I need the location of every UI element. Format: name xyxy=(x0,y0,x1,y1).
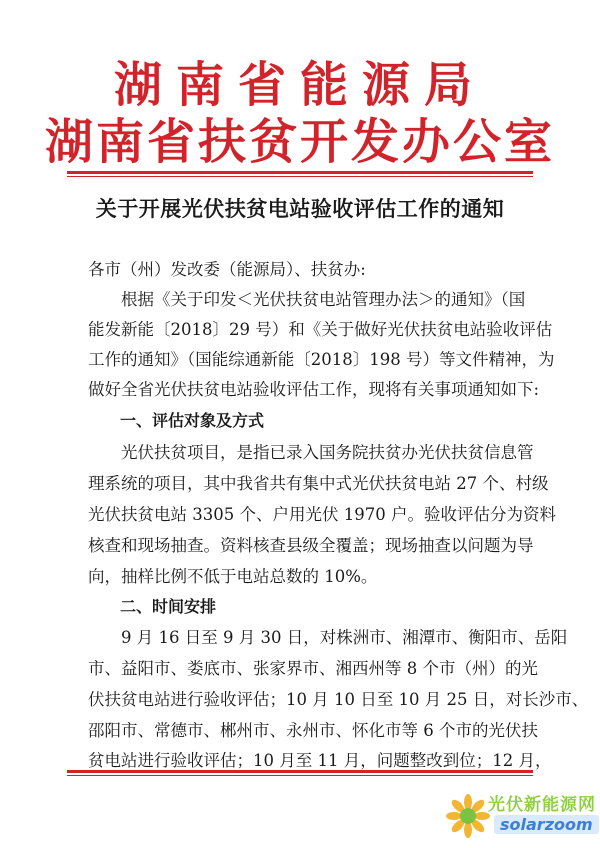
paragraph-line: 9 月 16 日至 9 月 30 日，对株洲市、湘潭市、衡阳市、岳阳 xyxy=(88,628,568,647)
salutation: 各市（州）发改委（能源局）、扶贫办: xyxy=(88,260,366,279)
paragraph-line: 市、益阳市、娄底市、张家界市、湘西州等 8 个市（州）的光 xyxy=(88,659,538,678)
header-red-rule-thin xyxy=(67,176,533,177)
sunflower-logo-icon xyxy=(444,792,492,840)
header-red-rule xyxy=(67,171,533,174)
paragraph-line: 核查和现场抽查。资料核查县级全覆盖；现场抽查以问题为导 xyxy=(88,536,534,555)
footer-red-rule-thin xyxy=(67,775,533,776)
paragraph-line: 做好全省光伏扶贫电站验收评估工作，现将有关事项通知如下: xyxy=(88,380,540,399)
issuer-title-line1: 湖南省能源局 xyxy=(113,57,486,113)
paragraph-line: 贫电站进行验收评估；10 月至 11 月，问题整改到位；12 月， xyxy=(88,751,552,770)
notice-title: 关于开展光伏扶贫电站验收评估工作的通知 xyxy=(95,196,505,221)
paragraph-line: 工作的通知》（国能综通新能〔2018〕198 号）等文件精神，为 xyxy=(88,350,555,369)
issuer-title-line2: 湖南省扶贫开发办公室 xyxy=(44,114,555,170)
paragraph-line: 邵阳市、常德市、郴州市、永州市、怀化市等 6 个市的光伏扶 xyxy=(88,721,538,740)
paragraph-line: 理系统的项目，其中我省共有集中式光伏扶贫电站 27 个、村级 xyxy=(88,474,549,493)
paragraph-line: 向，抽样比例不低于电站总数的 10%。 xyxy=(88,567,378,586)
watermark-site-brand: solarzoom xyxy=(494,815,599,834)
watermark-site-name: 光伏新能源网 xyxy=(488,795,596,815)
footer-red-rule xyxy=(67,770,533,773)
section-heading-1: 一、评估对象及方式 xyxy=(88,411,265,430)
paragraph-line: 能发新能〔2018〕29 号）和《关于做好光伏扶贫电站验收评估 xyxy=(88,320,553,339)
paragraph-line: 光伏扶贫电站 3305 个、户用光伏 1970 户。验收评估分为资料 xyxy=(88,505,556,524)
paragraph-line: 光伏扶贫项目，是指已录入国务院扶贫办光伏扶贫信息管 xyxy=(88,443,534,462)
site-watermark xyxy=(444,786,594,842)
paragraph-line: 伏扶贫电站进行验收评估；10 月 10 日至 10 月 25 日，对长沙市、 xyxy=(88,690,589,709)
section-heading-2: 二、时间安排 xyxy=(88,597,217,616)
paragraph-line: 根据《关于印发＜光伏扶贫电站管理办法＞的通知》（国 xyxy=(88,290,526,309)
